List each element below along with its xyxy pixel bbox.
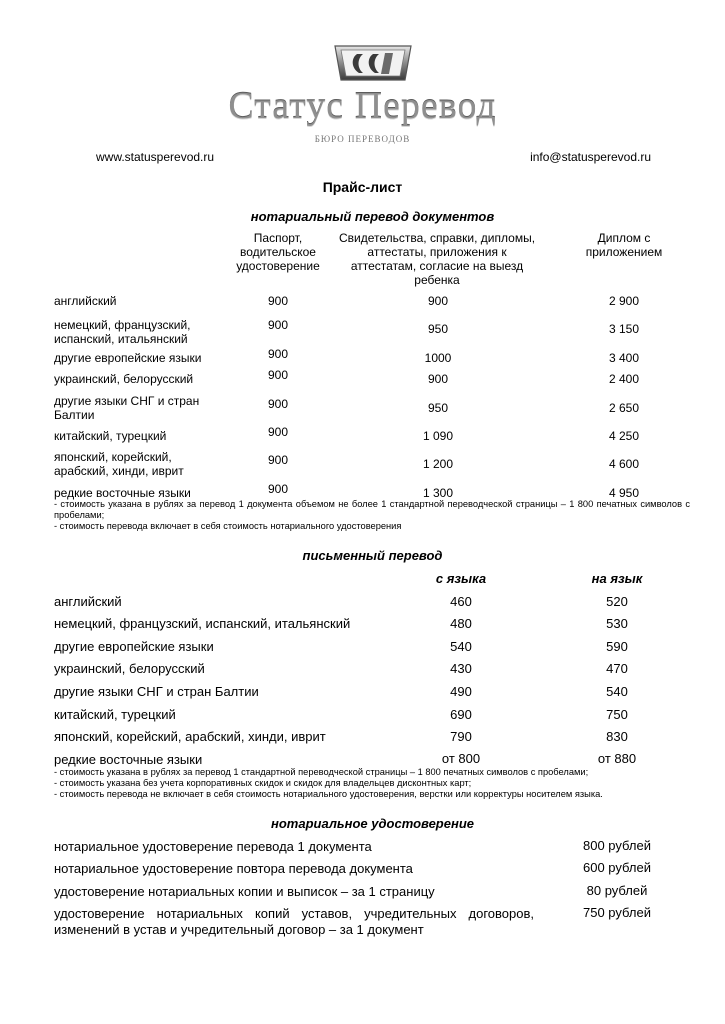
table-row-lang: китайский, турецкий: [54, 707, 176, 722]
service-row: удостоверение нотариальных копий уставов, учредительных договоров, изменений в устав и учредительный договор – за 1 документ: [54, 906, 534, 937]
price-diploma: 2 650: [608, 401, 640, 415]
price-from: от 800: [441, 751, 481, 766]
price-certificates: 900: [427, 294, 449, 308]
price-from: 460: [450, 594, 472, 609]
price-passport: 900: [267, 347, 289, 361]
table-row-lang: редкие восточные языки: [54, 752, 203, 767]
price-diploma: 2 900: [608, 294, 640, 308]
price-from: 690: [450, 707, 472, 722]
table-row-lang: китайский, турецкий: [54, 429, 167, 443]
price-certificates: 950: [427, 322, 449, 336]
document-title: Прайс-лист: [322, 179, 403, 195]
price-passport: 900: [267, 425, 289, 439]
price-from: 490: [450, 684, 472, 699]
price-diploma: 2 400: [608, 372, 640, 386]
service-price: 750 рублей: [583, 905, 651, 920]
note: - стоимость перевода включает в себя стоимость нотариального удостоверения: [54, 521, 402, 531]
service-price: 80 рублей: [586, 883, 648, 898]
note: - стоимость перевода не включает в себя стоимость нотариального удостоверения, верстки или корректуры носителем языка.: [54, 789, 603, 799]
brand-name: Статус Перевод: [228, 85, 497, 127]
logo-icon: [333, 44, 413, 82]
price-to: 520: [606, 594, 628, 609]
price-to: 540: [606, 684, 628, 699]
service-row: нотариальное удостоверение перевода 1 документа: [54, 839, 372, 854]
price-to: 530: [606, 616, 628, 631]
price-passport: 900: [267, 294, 289, 308]
price-certificates: 950: [427, 401, 449, 415]
table-row-lang: немецкий, французский, испанский, итальянский: [54, 616, 351, 631]
service-row: удостоверение нотариальных копии и выписок – за 1 страницу: [54, 884, 435, 899]
note: - стоимость указана без учета корпоративных скидок и скидок для владельцев дисконтных карт;: [54, 778, 472, 788]
note: - стоимость указана в рублях за перевод 1 стандартной переводческой страницы – 1 800 печатных символов с пробелами;: [54, 767, 589, 777]
price-diploma: 3 150: [608, 322, 640, 336]
price-diploma: 4 950: [608, 486, 640, 500]
table-row-lang: немецкий, французский, испанский, итальянский: [54, 318, 191, 346]
price-from: 540: [450, 639, 472, 654]
service-price: 800 рублей: [583, 838, 651, 853]
service-row: нотариальное удостоверение повтора перевода документа: [54, 861, 413, 876]
table-row-lang: японский, корейский, арабский, хинди, иврит: [54, 729, 326, 744]
price-to: от 880: [597, 751, 637, 766]
price-passport: 900: [267, 368, 289, 382]
price-from: 790: [450, 729, 472, 744]
column-header-certificates: Свидетельства, справки, дипломы, аттестаты, приложения к аттестатам, согласие на выезд ребенка: [338, 231, 536, 287]
price-to: 470: [606, 661, 628, 676]
column-header-to-language: на язык: [591, 571, 643, 586]
note: - стоимость указана в рублях за перевод 1 документа объемом не более 1 стандартной переводческой страницы – 1 800 печатных символов с пробелами;: [54, 499, 690, 520]
price-certificates: 900: [427, 372, 449, 386]
table-row-lang: украинский, белорусский: [54, 661, 205, 676]
column-header-from-language: с языка: [435, 571, 487, 586]
price-passport: 900: [267, 318, 289, 332]
price-to: 750: [606, 707, 628, 722]
website-link[interactable]: www.statusperevod.ru: [96, 150, 215, 164]
section-title-written-translation: письменный перевод: [302, 548, 443, 563]
service-price: 600 рублей: [583, 860, 651, 875]
email-link[interactable]: info@statusperevod.ru: [530, 150, 651, 164]
price-certificates: 1 090: [422, 429, 454, 443]
table-row-lang: другие языки СНГ и стран Балтии: [54, 394, 200, 422]
price-certificates: 1 200: [422, 457, 454, 471]
price-diploma: 3 400: [608, 351, 640, 365]
column-header-passport: Паспорт, водительское удостоверение: [236, 231, 320, 273]
table-row-lang: украинский, белорусский: [54, 372, 194, 386]
table-row-lang: английский: [54, 294, 117, 308]
section-title-notarial-certification: нотариальное удостоверение: [270, 816, 474, 831]
price-certificates: 1 300: [422, 486, 454, 500]
price-passport: 900: [267, 482, 289, 496]
table-row-lang: другие языки СНГ и стран Балтии: [54, 684, 259, 699]
price-from: 430: [450, 661, 472, 676]
column-header-diploma: Диплом с приложением: [585, 231, 663, 259]
brand-subtitle: БЮРО ПЕРЕВОДОВ: [314, 134, 411, 144]
table-row-lang: другие европейские языки: [54, 639, 214, 654]
price-diploma: 4 250: [608, 429, 640, 443]
price-certificates: 1000: [424, 351, 452, 365]
price-passport: 900: [267, 453, 289, 467]
table-row-lang: редкие восточные языки: [54, 486, 191, 500]
price-diploma: 4 600: [608, 457, 640, 471]
table-row-lang: японский, корейский, арабский, хинди, иврит: [54, 450, 184, 478]
price-from: 480: [450, 616, 472, 631]
price-to: 830: [606, 729, 628, 744]
price-passport: 900: [267, 397, 289, 411]
table-row-lang: английский: [54, 594, 122, 609]
section-title-notarial-translation: нотариальный перевод документов: [250, 209, 495, 224]
table-row-lang: другие европейские языки: [54, 351, 202, 365]
price-to: 590: [606, 639, 628, 654]
